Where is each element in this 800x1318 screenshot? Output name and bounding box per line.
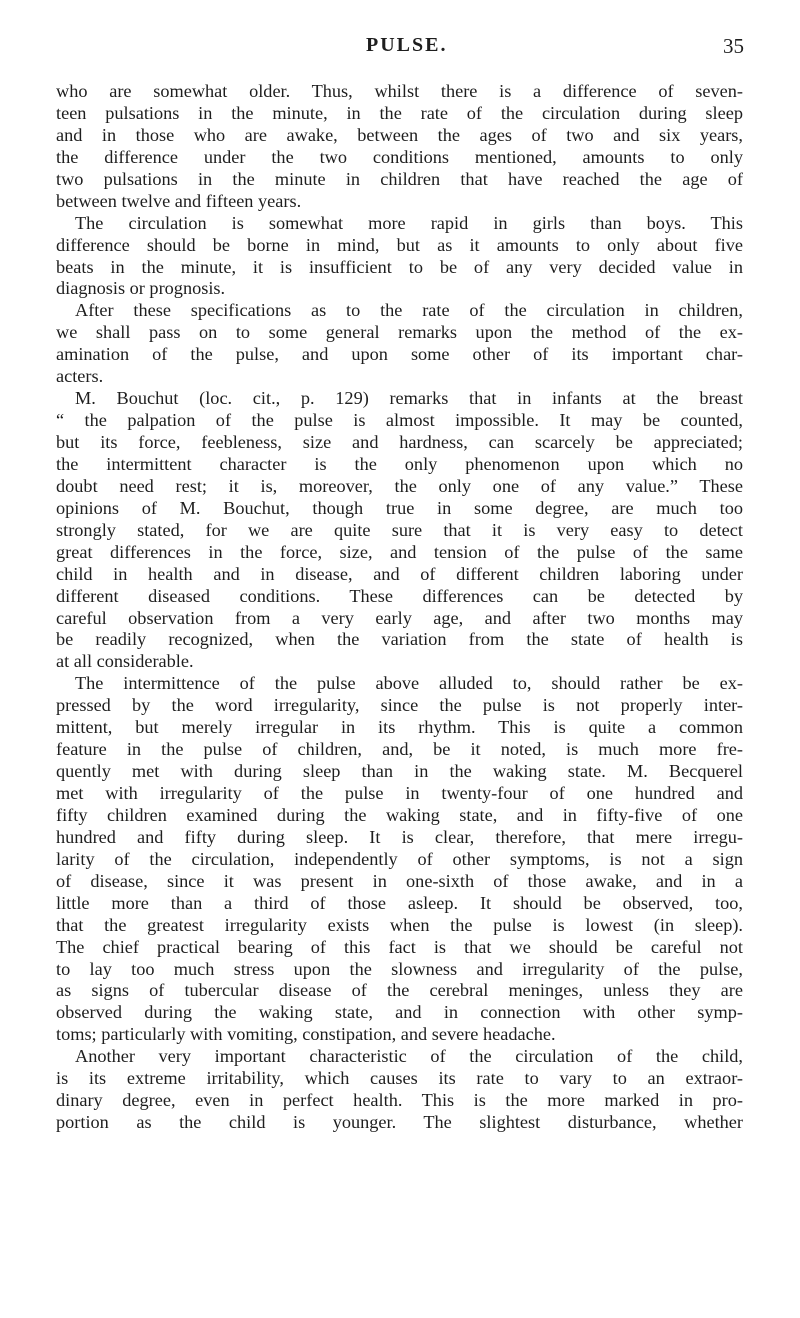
text-line: great differences in the force, size, and tension of the pulse of the same [56, 541, 743, 562]
text-line: The chief practical bearing of this fact is that we should be careful not [56, 936, 743, 957]
text-line: that the greatest irregularity exists when the pulse is lowest (in sleep). [56, 914, 743, 935]
text-line: diagnosis or prognosis. [56, 278, 226, 299]
text-line: at all considerable. [56, 651, 194, 672]
text-line: quently met with during sleep than in the waking state. M. Becquerel [56, 761, 743, 782]
text-line: as signs of tubercular disease of the cerebral meninges, unless they are [56, 980, 743, 1001]
text-line: of disease, since it was present in one-sixth of those awake, and in a [56, 870, 743, 891]
text-line: to lay too much stress upon the slowness and irregularity of the pulse, [56, 958, 743, 979]
text-line: opinions of M. Bouchut, though true in some degree, are much too [56, 497, 743, 518]
text-line: but its force, feebleness, size and hardness, can scarcely be appreciated; [56, 432, 743, 452]
text-line: little more than a third of those asleep. It should be observed, too, [56, 892, 743, 913]
text-line: M. Bouchut (loc. cit., p. 129) remarks that in infants at the breast [75, 388, 743, 409]
text-line: doubt need rest; it is, moreover, the only one of any value.” These [56, 475, 743, 496]
text-line: careful observation from a very early age, and after two months may [56, 607, 743, 628]
text-line: difference should be borne in mind, but as it amounts to only about five [56, 234, 743, 255]
page-header [0, 34, 800, 64]
text-line: dinary degree, even in perfect health. This is the more marked in pro- [56, 1090, 743, 1111]
text-line: The circulation is somewhat more rapid in girls than boys. This [75, 212, 743, 233]
text-line: different diseased conditions. These differences can be detected by [56, 585, 743, 606]
text-line: acters. [56, 366, 104, 387]
text-line: pressed by the word irregularity, since the pulse is not properly inter- [56, 695, 743, 716]
text-line: feature in the pulse of children, and, be it noted, is much more fre- [56, 739, 743, 760]
body-text [56, 81, 743, 1134]
text-line: toms; particularly with vomiting, constipation, and severe headache. [56, 1024, 556, 1045]
text-line: “ the palpation of the pulse is almost impossible. It may be counted, [56, 410, 743, 431]
text-line: After these specifications as to the rate of the circulation in children, [75, 300, 743, 321]
text-line: fifty children examined during the waking state, and in fifty-five of one [56, 804, 743, 825]
text-line: and in those who are awake, between the ages of two and six years, [56, 124, 743, 145]
running-title: PULSE. [366, 34, 448, 56]
text-line: beats in the minute, it is insufficient to be of any very decided value in [56, 256, 743, 277]
text-line: be readily recognized, when the variation from the state of health is [56, 629, 743, 650]
text-line: between twelve and fifteen years. [56, 190, 302, 211]
text-line: is its extreme irritability, which causes its rate to vary to an extraor- [56, 1068, 743, 1089]
text-line: The intermittence of the pulse above alluded to, should rather be ex- [75, 673, 743, 694]
text-line: two pulsations in the minute in children that have reached the age of [56, 168, 743, 189]
text-line: Another very important characteristic of the circulation of the child, [75, 1046, 743, 1067]
text-line: child in health and in disease, and of different children laboring under [56, 563, 743, 584]
page-number: 35 [723, 34, 744, 58]
text-line: the intermittent character is the only phenomenon upon which no [56, 453, 743, 474]
text-line: the difference under the two conditions mentioned, amounts to only [56, 146, 743, 167]
text-line: hundred and fifty during sleep. It is clear, therefore, that mere irregu- [56, 826, 743, 847]
text-line: larity of the circulation, independently of other symptoms, is not a sign [56, 848, 743, 869]
text-line: mittent, but merely irregular in its rhythm. This is quite a common [56, 717, 743, 738]
text-line: strongly stated, for we are quite sure that it is very easy to detect [56, 519, 743, 540]
text-line: who are somewhat older. Thus, whilst there is a difference of seven- [56, 81, 743, 101]
text-line: we shall pass on to some general remarks upon the method of the ex- [56, 322, 743, 343]
text-line: observed during the waking state, and in connection with other symp- [56, 1002, 743, 1023]
text-line: amination of the pulse, and upon some other of its important char- [56, 344, 743, 365]
text-line: met with irregularity of the pulse in twenty-four of one hundred and [56, 783, 743, 803]
text-line: portion as the child is younger. The slightest disturbance, whether [56, 1112, 743, 1133]
text-line: teen pulsations in the minute, in the rate of the circulation during sleep [56, 102, 743, 123]
